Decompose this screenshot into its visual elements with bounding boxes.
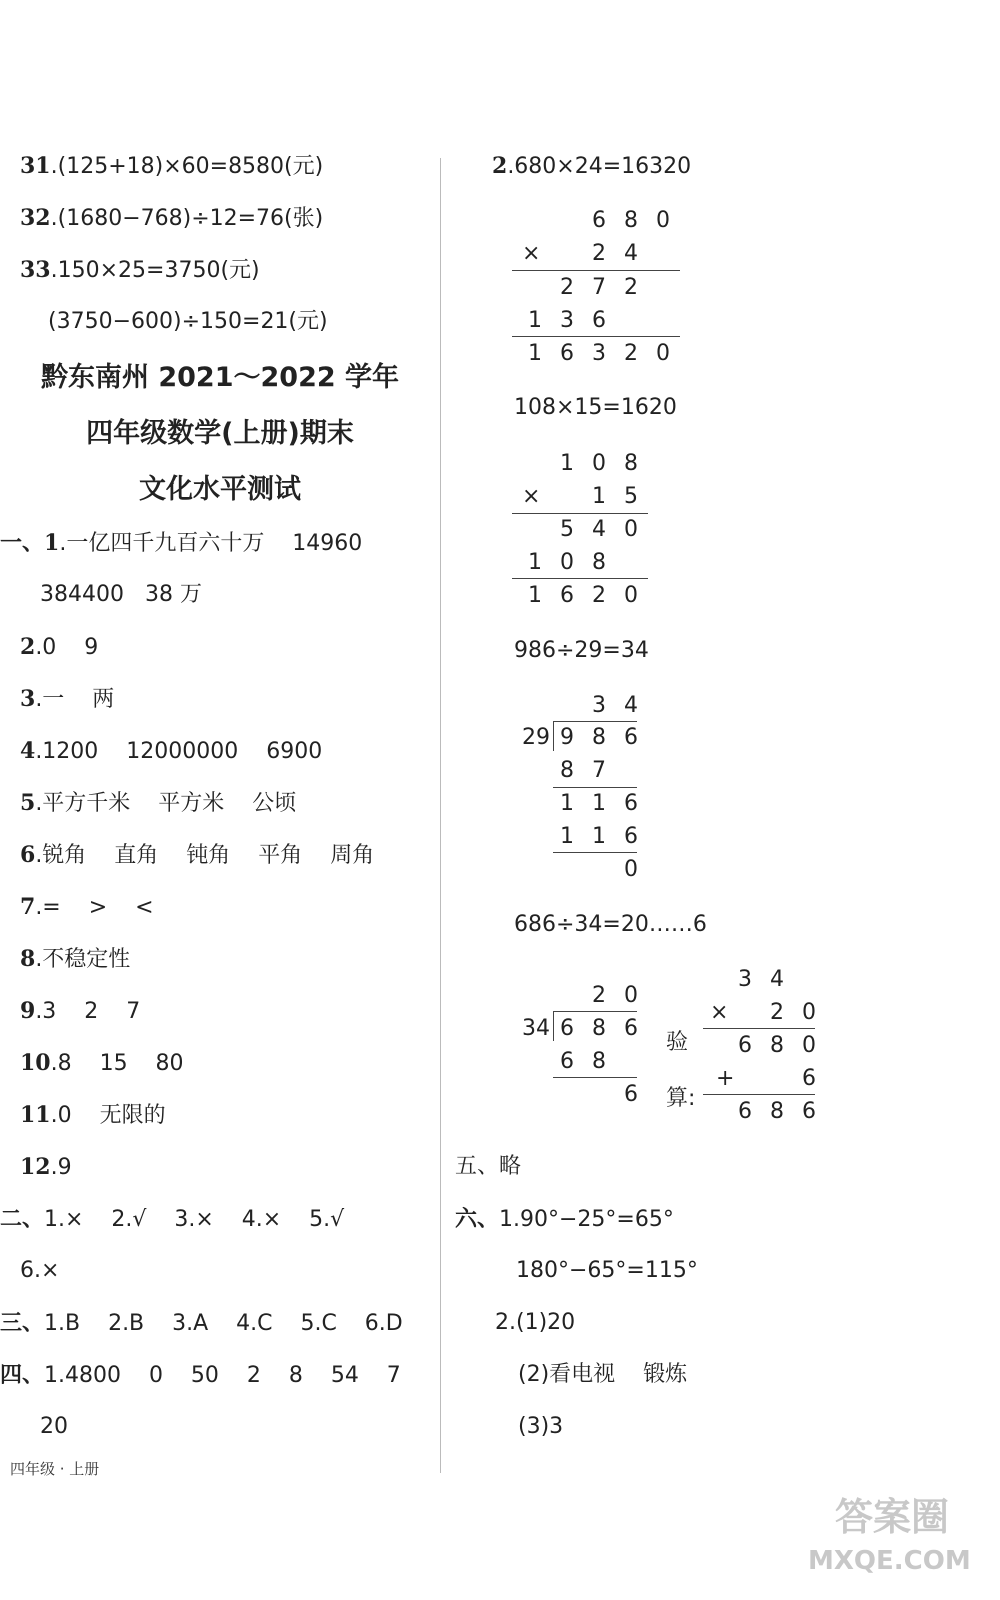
rule-line xyxy=(512,578,648,579)
digit: 3 xyxy=(560,308,574,333)
digit: 8 xyxy=(624,208,638,233)
digit: 2 xyxy=(560,275,574,300)
digit: 0 xyxy=(624,983,638,1008)
digit: 6 xyxy=(624,1016,638,1041)
digit: 2 xyxy=(770,1000,784,1025)
digit: 1 xyxy=(592,791,606,816)
digit: 8 xyxy=(592,1016,606,1041)
watermark-logo: 答案圈 xyxy=(835,1495,950,1539)
rule-line xyxy=(553,787,637,788)
section1-q10: 10.8 15 80 xyxy=(20,1050,184,1076)
digit: 6 xyxy=(624,824,638,849)
section2-line1: 二、1.× 2.√ 3.× 4.× 5.√ xyxy=(0,1206,345,1232)
rule-line xyxy=(553,852,637,853)
digit: 4 xyxy=(770,967,784,992)
section2-line2: 6.× xyxy=(20,1258,60,1283)
section6-q2: 2.(1)20 xyxy=(495,1310,576,1335)
digit: 0 xyxy=(802,1033,816,1058)
digit: 6 xyxy=(560,341,574,366)
digit: 8 xyxy=(560,758,574,783)
section6-q2-part3: (3)3 xyxy=(518,1414,564,1439)
digit: 0 xyxy=(560,550,574,575)
digit: 3 xyxy=(592,693,606,718)
digit: 6 xyxy=(802,1066,816,1091)
watermark-url: MXQE.COM xyxy=(808,1546,971,1576)
digit: 3 xyxy=(592,341,606,366)
section1-q5: 5.平方千米 平方米 公顷 xyxy=(20,790,297,816)
operator: × xyxy=(710,1000,729,1025)
digit: 4 xyxy=(624,241,638,266)
section1-q1: 一、1.一亿四千九百六十万 14960 xyxy=(0,530,363,556)
section6-q1-line2: 180°−65°=115° xyxy=(516,1258,698,1283)
digit: 1 xyxy=(528,308,542,333)
rule-line xyxy=(512,270,680,271)
digit: 6 xyxy=(624,725,638,750)
digit: 8 xyxy=(592,550,606,575)
digit: 6 xyxy=(592,208,606,233)
section3-line1: 三、1.B 2.B 3.A 4.C 5.C 6.D xyxy=(0,1310,403,1336)
rule-line xyxy=(512,513,648,514)
digit: 0 xyxy=(624,517,638,542)
digit: 1 xyxy=(528,583,542,608)
equation-986div29: 986÷29=34 xyxy=(514,638,649,663)
digit: 1 xyxy=(528,550,542,575)
digit: 8 xyxy=(770,1033,784,1058)
section1-q3: 3.一 两 xyxy=(20,686,115,712)
answer-32: 32.(1680−768)÷12=76(张) xyxy=(20,205,324,231)
operator: × xyxy=(522,484,541,509)
divisor: 34 xyxy=(522,1016,550,1041)
digit: 1 xyxy=(560,824,574,849)
digit: 0 xyxy=(802,1000,816,1025)
division-bracket xyxy=(553,721,554,751)
equation-108x15: 108×15=1620 xyxy=(514,395,677,420)
digit: 1 xyxy=(592,824,606,849)
digit: 1 xyxy=(560,451,574,476)
section1-q4: 4.1200 12000000 6900 xyxy=(20,738,323,764)
division-bar xyxy=(553,1011,637,1012)
digit: 6 xyxy=(560,583,574,608)
digit: 1 xyxy=(592,484,606,509)
digit: 6 xyxy=(738,1033,752,1058)
exam-title-line3: 文化水平测试 xyxy=(139,474,301,505)
section4-line1: 四、1.4800 0 50 2 8 54 7 xyxy=(0,1362,401,1388)
division-bar xyxy=(553,721,637,722)
section1-q2: 2.0 9 xyxy=(20,634,99,660)
answer-31: 31.(125+18)×60=8580(元) xyxy=(20,153,324,179)
digit: 4 xyxy=(624,693,638,718)
digit: 0 xyxy=(656,208,670,233)
check-label-1: 验 xyxy=(666,1030,689,1055)
operator: × xyxy=(522,241,541,266)
section1-q9: 9.3 2 7 xyxy=(20,998,141,1024)
section4-line2: 20 xyxy=(40,1414,68,1439)
digit: 6 xyxy=(592,308,606,333)
digit: 5 xyxy=(624,484,638,509)
digit: 3 xyxy=(738,967,752,992)
answer-33: 33.150×25=3750(元) xyxy=(20,257,260,283)
digit: 8 xyxy=(592,1049,606,1074)
digit: 2 xyxy=(624,341,638,366)
rule-line xyxy=(512,336,680,337)
digit: 9 xyxy=(560,725,574,750)
section5: 五、略 xyxy=(455,1154,522,1179)
divisor: 29 xyxy=(522,725,550,750)
check-label-2: 算: xyxy=(666,1086,696,1111)
digit: 0 xyxy=(624,857,638,882)
rule-line xyxy=(553,1077,637,1078)
division-bracket xyxy=(553,1011,554,1041)
digit: 6 xyxy=(802,1099,816,1124)
digit: 0 xyxy=(624,583,638,608)
digit: 6 xyxy=(624,791,638,816)
digit: 6 xyxy=(560,1049,574,1074)
digit: 2 xyxy=(592,241,606,266)
answer-33-line2: (3750−600)÷150=21(元) xyxy=(48,309,328,334)
page-footer: 四年级 · 上册 xyxy=(10,1460,100,1478)
digit: 6 xyxy=(738,1099,752,1124)
section6-q1: 六、1.90°−25°=65° xyxy=(455,1206,674,1232)
section1-q8: 8.不稳定性 xyxy=(20,946,131,972)
digit: 8 xyxy=(592,725,606,750)
digit: 4 xyxy=(592,517,606,542)
equation-686div34: 686÷34=20……6 xyxy=(514,912,707,937)
digit: 8 xyxy=(770,1099,784,1124)
exam-title-line1: 黔东南州 2021～2022 学年 xyxy=(40,362,400,393)
digit: 5 xyxy=(560,517,574,542)
section6-q2-part2: (2)看电视 锻炼 xyxy=(518,1362,688,1387)
digit: 0 xyxy=(592,451,606,476)
digit: 6 xyxy=(624,1082,638,1107)
exam-title-line2: 四年级数学(上册)期末 xyxy=(86,418,354,449)
section1-q1-line2: 384400 38 万 xyxy=(40,582,202,607)
section1-q11: 11.0 无限的 xyxy=(20,1102,166,1128)
operator: + xyxy=(716,1066,735,1091)
section1-q7: 7.= > < xyxy=(20,894,154,920)
digit: 2 xyxy=(624,275,638,300)
digit: 7 xyxy=(592,758,606,783)
digit: 2 xyxy=(592,583,606,608)
right-q2-equation: 2.680×24=16320 xyxy=(492,153,692,179)
digit: 0 xyxy=(656,341,670,366)
digit: 8 xyxy=(624,451,638,476)
column-divider xyxy=(440,158,441,1473)
section1-q6: 6.锐角 直角 钝角 平角 周角 xyxy=(20,842,375,868)
digit: 1 xyxy=(528,341,542,366)
digit: 6 xyxy=(560,1016,574,1041)
digit: 2 xyxy=(592,983,606,1008)
rule-line xyxy=(703,1028,815,1029)
digit: 7 xyxy=(592,275,606,300)
digit: 1 xyxy=(560,791,574,816)
section1-q12: 12.9 xyxy=(20,1154,72,1180)
rule-line xyxy=(703,1094,815,1095)
